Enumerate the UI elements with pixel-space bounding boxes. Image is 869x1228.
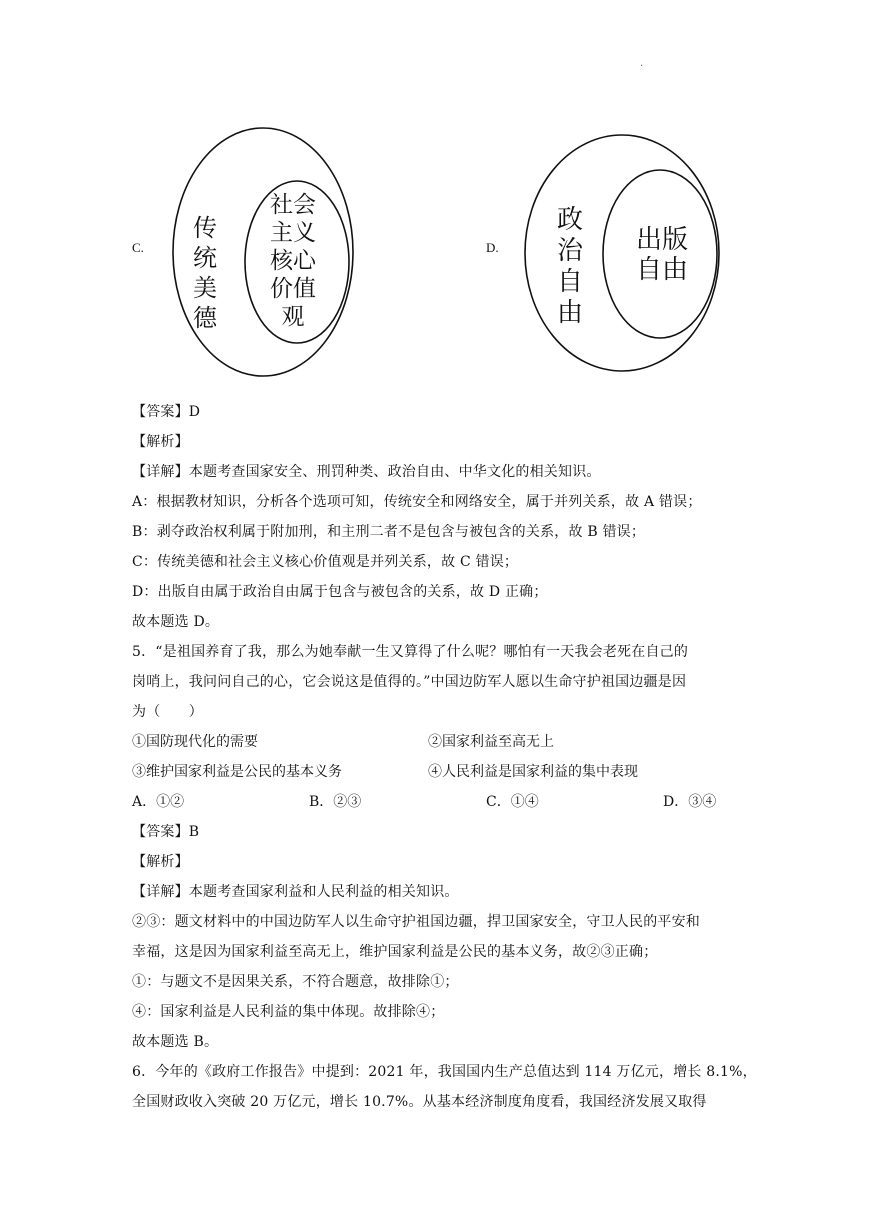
outer-circle-political-freedom xyxy=(525,135,719,371)
q4-analysis: 【解析】 xyxy=(132,434,189,450)
inner-line: 社会 xyxy=(270,192,316,218)
outer-char: 由 xyxy=(556,298,584,328)
outer-char: 统 xyxy=(193,244,217,272)
q5-explanation-line: 幸福，这是因为国家利益至高无上，维护国家利益是公民的基本义务，故②③正确； xyxy=(132,944,658,960)
q5-answer: 【答案】B xyxy=(132,824,200,840)
q5-stem-line: 岗哨上，我问问自己的心，它会说这是值得的。”中国边防军人愿以生命守护祖国边疆是因 xyxy=(132,674,687,690)
q5-item: ②国家利益至高无上 xyxy=(428,734,554,750)
option-c-label: C. xyxy=(132,240,144,255)
q5-conclusion: 故本题选 B。 xyxy=(132,1034,219,1050)
outer-char: 传 xyxy=(193,214,217,242)
outer-char: 德 xyxy=(193,304,217,332)
q5-stem-line: 为（ ） xyxy=(132,704,203,720)
inner-line: 主义 xyxy=(270,220,316,246)
venn-diagram-d xyxy=(520,128,735,378)
inner-line: 观 xyxy=(281,304,305,330)
q5-detail: 【详解】本题考查国家利益和人民利益的相关知识。 xyxy=(132,884,459,900)
q4-conclusion: 故本题选 D。 xyxy=(132,614,220,630)
q5-choice-d: D．③④ xyxy=(663,794,717,810)
q4-explanation-b: B：剥夺政治权利属于附加刑，和主刑二者不是包含与被包含的关系，故 B 错误； xyxy=(132,524,646,540)
q6-stem-line: 全国财政收入突破 20 万亿元，增长 10.7%。从基本经济制度角度看，我国经济发展又取得 xyxy=(132,1094,707,1110)
q5-explanation-line: ②③：题文材料中的中国边防军人以生命守护祖国边疆，捍卫国家安全，守卫人民的平安和 xyxy=(132,914,700,930)
outer-char: 美 xyxy=(193,274,217,302)
q6-stem-line: 6．今年的《政府工作报告》中提到：2021 年，我国国内生产总值达到 114 万亿元，增长 8.1%， xyxy=(132,1064,757,1080)
q5-choice-b: B．②③ xyxy=(309,794,362,810)
q4-explanation-c: C：传统美德和社会主义核心价值观是并列关系，故 C 错误； xyxy=(132,554,519,570)
q4-answer: 【答案】D xyxy=(132,404,201,420)
q4-explanation-d: D：出版自由属于政治自由属于包含与被包含的关系，故 D 正确； xyxy=(132,584,548,600)
outer-char: 自 xyxy=(556,267,584,297)
inner-line: 核心 xyxy=(270,248,316,274)
inner-line: 自由 xyxy=(635,255,689,285)
q5-item: ④人民利益是国家利益的集中表现 xyxy=(428,764,638,780)
q5-item: ①国防现代化的需要 xyxy=(132,734,258,750)
venn-diagram-c xyxy=(165,120,380,385)
outer-char: 政 xyxy=(556,205,584,235)
outer-char: 治 xyxy=(556,236,584,266)
q5-stem-line: 5．“是祖国养育了我，那么为她奉献一生又算得了什么呢？哪怕有一天我会老死在自己的 xyxy=(132,644,689,660)
inner-line: 出版 xyxy=(635,225,689,255)
q5-choice-a: A．①② xyxy=(132,794,185,810)
q5-item: ③维护国家利益是公民的基本义务 xyxy=(132,764,342,780)
q5-choice-c: C．①④ xyxy=(486,794,539,810)
q4-explanation-a: A：根据教材知识，分析各个选项可知，传统安全和网络安全，属于并列关系，故 A 错误； xyxy=(132,494,702,510)
q5-analysis: 【解析】 xyxy=(132,854,189,870)
q5-explanation-line: ①：与题文不是因果关系，不符合题意，故排除①； xyxy=(132,974,459,990)
q5-explanation-line: ④：国家利益是人民利益的集中体现。故排除④； xyxy=(132,1004,445,1020)
q4-detail: 【详解】本题考查国家安全、刑罚种类、政治自由、中华文化的相关知识。 xyxy=(132,464,601,480)
inner-line: 价值 xyxy=(270,276,316,302)
option-d-label: D. xyxy=(486,240,499,255)
header-dot: . xyxy=(640,58,644,69)
